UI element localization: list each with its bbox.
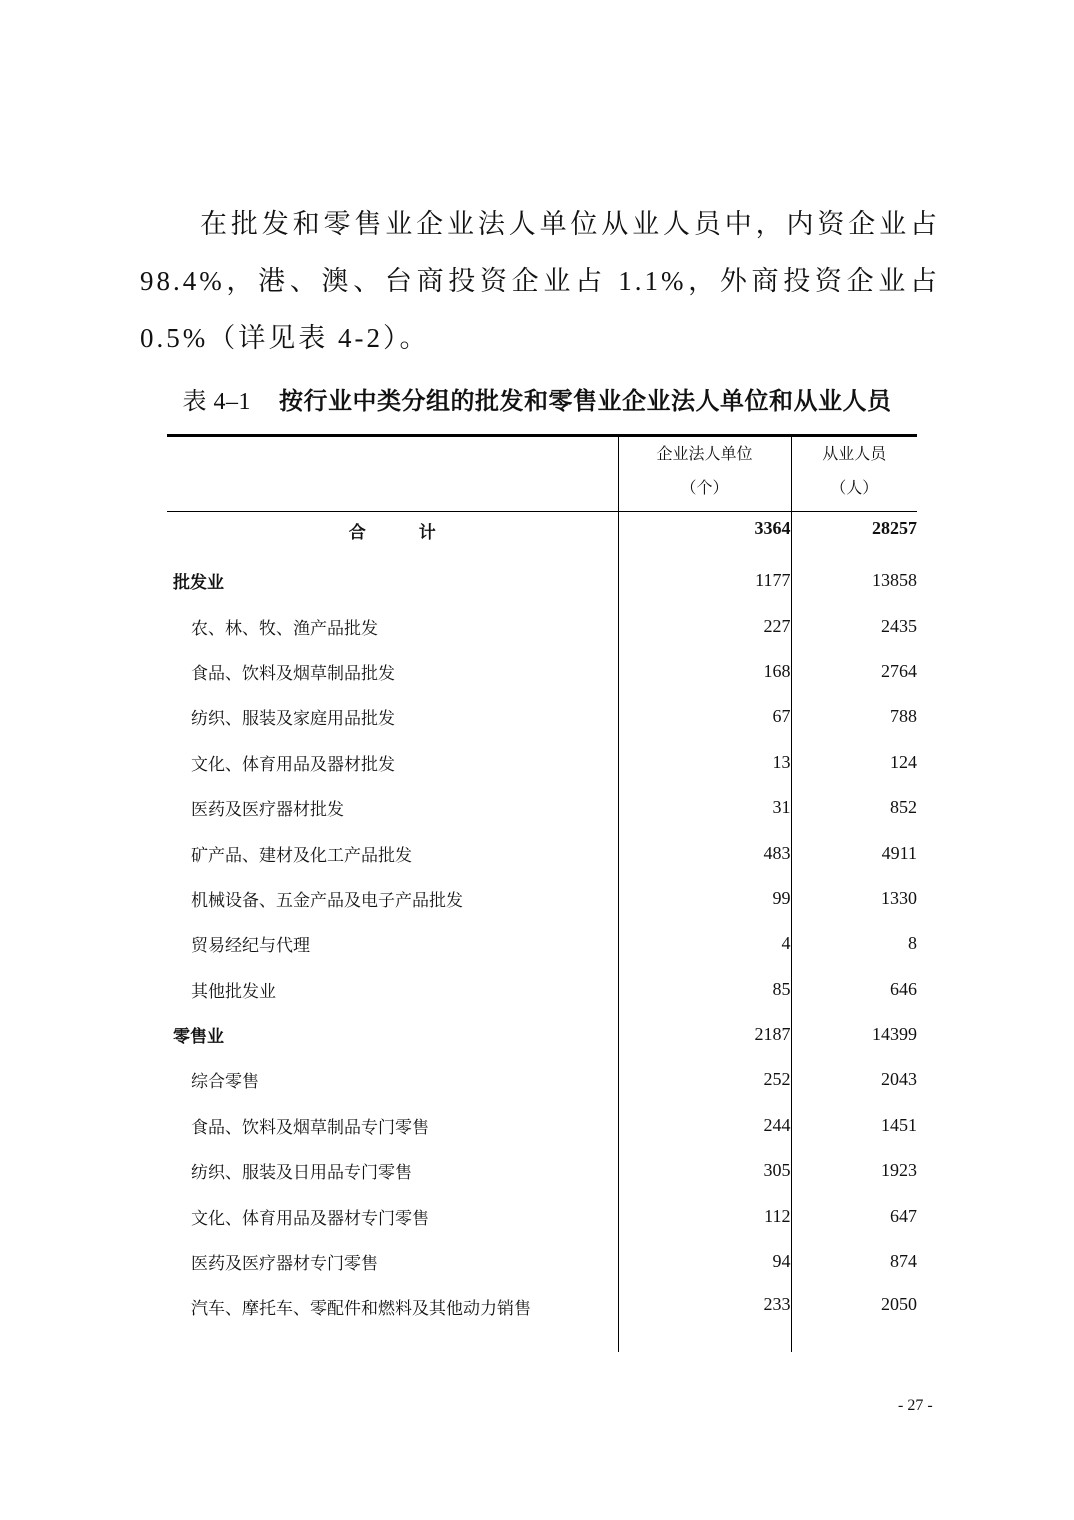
header-units — [618, 436, 791, 512]
row-units: 94 — [618, 1239, 791, 1284]
row-employees: 4911 — [881, 842, 917, 863]
row-label: 贸易经纪与代理 — [191, 936, 310, 957]
row-units: 244 — [618, 1103, 791, 1148]
header-employees — [791, 436, 917, 512]
table-row — [167, 603, 917, 648]
row-employees: 13858 — [872, 570, 917, 591]
table-row — [167, 921, 917, 966]
row-label: 综合零售 — [191, 1072, 259, 1093]
row-units: 31 — [618, 785, 791, 830]
paragraph-line-1: 在批发和零售业企业法人单位从业人员中，内资企业占 — [200, 209, 940, 239]
row-employees: 2435 — [881, 615, 917, 636]
row-units: 305 — [618, 1148, 791, 1193]
header-blank — [167, 436, 618, 512]
body-paragraph — [140, 196, 940, 367]
row-employees: 1330 — [881, 887, 917, 908]
table-row — [167, 740, 917, 785]
row-label: 医药及医疗器材专门零售 — [191, 1254, 378, 1275]
row-employees: 2764 — [881, 660, 917, 681]
row-units: 1177 — [618, 558, 791, 603]
row-units: 13 — [618, 740, 791, 785]
row-units: 2187 — [618, 1012, 791, 1057]
row-label: 医药及医疗器材批发 — [191, 800, 344, 821]
row-units: 227 — [618, 603, 791, 648]
row-employees: 1923 — [881, 1160, 917, 1181]
row-employees: 647 — [890, 1205, 917, 1226]
table-row — [167, 1012, 917, 1057]
table-row — [167, 1148, 917, 1193]
row-units: 85 — [618, 967, 791, 1012]
row-units: 3364 — [618, 512, 791, 559]
row-units: 483 — [618, 830, 791, 875]
row-label: 批发业 — [173, 573, 224, 594]
row-employees: 8 — [908, 933, 917, 954]
row-label: 纺织、服装及家庭用品批发 — [191, 709, 395, 730]
row-employees: 1451 — [881, 1114, 917, 1135]
table-number: 表 4–1 — [182, 389, 251, 415]
row-employees: 788 — [890, 706, 917, 727]
row-units: 99 — [618, 876, 791, 921]
page-number: - 27 - — [898, 1397, 933, 1414]
table-row — [167, 1057, 917, 1102]
table-row — [167, 1239, 917, 1284]
row-units: 67 — [618, 694, 791, 739]
table-title-text: 按行业中类分组的批发和零售业企业法人单位和从业人员 — [279, 386, 892, 415]
row-label: 食品、饮料及烟草制品批发 — [191, 663, 395, 684]
table-row — [167, 1284, 917, 1352]
paragraph-text — [140, 196, 940, 367]
header-units-label: 企业法人单位 — [656, 444, 753, 463]
table-row — [167, 558, 917, 603]
row-label: 农、林、牧、渔产品批发 — [191, 618, 378, 639]
row-employees: 28257 — [872, 518, 917, 538]
row-label: 汽车、摩托车、零配件和燃料及其他动力销售 — [191, 1299, 531, 1320]
row-label: 其他批发业 — [191, 981, 276, 1002]
header-employees-label: 从业人员 — [822, 444, 887, 463]
table-row — [167, 785, 917, 830]
row-units: 112 — [618, 1193, 791, 1238]
table-row — [167, 876, 917, 921]
row-units: 4 — [618, 921, 791, 966]
row-employees: 14399 — [872, 1024, 917, 1045]
table-row — [167, 649, 917, 694]
row-employees: 2043 — [881, 1069, 917, 1090]
header-units-unit: （个） — [680, 478, 729, 497]
industry-table — [167, 434, 917, 1352]
row-employees: 852 — [890, 797, 917, 818]
row-employees: 646 — [890, 978, 917, 999]
table-row — [167, 830, 917, 875]
row-units: 252 — [618, 1057, 791, 1102]
row-employees: 2050 — [881, 1294, 917, 1315]
table-title — [0, 381, 1074, 416]
table-body — [167, 512, 917, 1353]
row-label: 文化、体育用品及器材批发 — [191, 754, 395, 775]
table-row — [167, 1103, 917, 1148]
row-units: 168 — [618, 649, 791, 694]
row-label: 纺织、服装及日用品专门零售 — [191, 1163, 412, 1184]
paragraph-line-3: （详见表 4-2）。 — [208, 323, 430, 353]
header-employees-unit: （人） — [830, 478, 879, 497]
row-employees: 124 — [890, 751, 917, 772]
row-label: 机械设备、五金产品及电子产品批发 — [191, 890, 463, 911]
table-row — [167, 1193, 917, 1238]
table-row — [167, 512, 917, 559]
row-label: 文化、体育用品及器材专门零售 — [191, 1208, 429, 1229]
row-units: 233 — [618, 1284, 791, 1352]
row-label: 食品、饮料及烟草制品专门零售 — [191, 1117, 429, 1138]
table-row — [167, 694, 917, 739]
paragraph-line-2: 98.4%，港、澳、台商投资企业占 1.1%，外商投资企业占 0.5% — [140, 266, 940, 353]
table-row — [167, 967, 917, 1012]
row-label: 零售业 — [173, 1027, 224, 1048]
row-employees: 874 — [890, 1251, 917, 1272]
row-label: 合 计 — [348, 523, 454, 543]
row-label: 矿产品、建材及化工产品批发 — [191, 845, 412, 866]
